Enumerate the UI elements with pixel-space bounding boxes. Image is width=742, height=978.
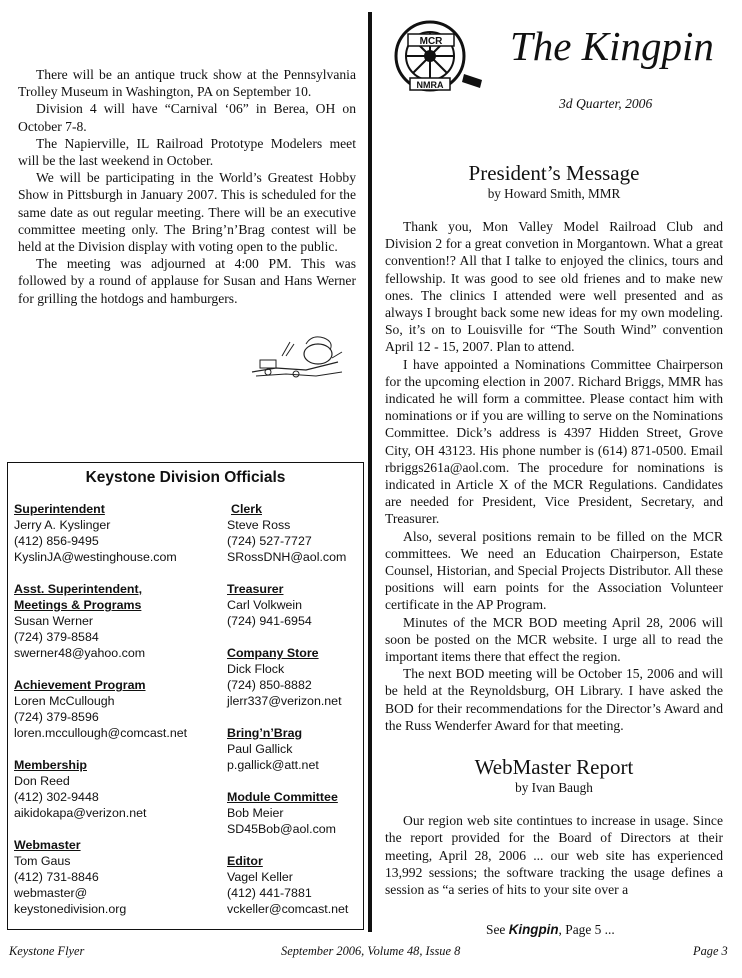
official-role: Clerk (231, 502, 262, 516)
official-entry (14, 837, 224, 917)
official-line: swerner48@yahoo.com (14, 646, 146, 660)
president-message-title: President’s Message (468, 161, 640, 185)
official-entry (227, 853, 367, 917)
official-line: (724) 527-7727 (227, 534, 312, 548)
official-line: Susan Werner (14, 614, 93, 628)
paragraph: There will be an antique truck show at the Pennsylvania Trolley Museum in Washington, PA on September 10. (18, 67, 356, 100)
paragraph: The meeting was adjourned at 4:00 PM. This was followed by a round of applause for Susan and Hans Werner for grilling the hotdogs and hamburgers. (18, 256, 356, 306)
official-role: Superintendent (14, 502, 105, 516)
paragraph: The Napierville, IL Railroad Prototype Modelers meet will be the last weekend in October. (18, 135, 356, 169)
official-line: aikidokapa@verizon.net (14, 806, 147, 820)
official-role: Bring’n’Brag (227, 726, 303, 740)
continued-on-note (486, 922, 615, 938)
official-line: (412) 731-8846 (14, 870, 99, 884)
official-line: (724) 941-6954 (227, 614, 312, 628)
continued-suffix: , Page 5 ... (558, 922, 615, 937)
official-line: Carl Volkwein (227, 598, 303, 612)
paragraph: Minutes of the MCR BOD meeting April 28, 2006 will soon be posted on the MCR website. I urge all to read the important items there that effect the region. (385, 614, 723, 665)
paragraph: Thank you, Mon Valley Model Railroad Club and Division 2 for a great convetion in Morgantown. What a great convention!? All that I talke to enjoyed the clinics, tours and fellowship. It was good to see old frienes and to make new ones. The clinics I attended were well presented and as always I brought back some new ideas for my own modeling. So, it’s on to Louisville for “The South Wind” convention April 12 - 15, 2007. Plan to attend. (385, 219, 723, 355)
official-role: Company Store (227, 646, 319, 660)
paragraph: Division 4 will have “Carnival ‘06” in Berea, OH on October 7-8. (18, 101, 356, 134)
official-line: Don Reed (14, 774, 70, 788)
official-line: p.gallick@att.net (227, 758, 319, 772)
official-line: Vagel Keller (227, 870, 293, 884)
logo-text-top: MCR (419, 36, 443, 47)
official-entry (14, 677, 224, 741)
official-line: Bob Meier (227, 806, 284, 820)
official-role: Treasurer (227, 582, 284, 596)
official-line: (724) 850-8882 (227, 678, 312, 692)
paragraph: I have appointed a Nominations Committee Chairperson for the upcoming election in 2007. Richard Briggs, MMR has indicated he will form a committee. Please contact him with nominations or if you are willing to serve on the Nominations Committee. Dick’s address is 4397 Hidden Street, Grove City, OH 43123. His phone number is (614) 871-0500. Email rbriggs261a@aol.com. The procedure for nominations is indicated in Article X of the MCR Regulations. Candidates are needed for President, Vice President, Secretary, and Treasurer. (385, 356, 723, 527)
official-entry (227, 789, 367, 837)
official-role: Module Committee (227, 790, 338, 804)
official-line: SRossDNH@aol.com (227, 550, 347, 564)
officials-title: Keystone Division Officials (85, 469, 286, 486)
officials-right-column (227, 501, 367, 933)
official-line: Jerry A. Kyslinger (14, 518, 111, 532)
official-entry (14, 757, 224, 821)
official-entry (227, 645, 367, 709)
right-column (385, 160, 723, 898)
division-officials-box (7, 462, 364, 930)
issue-quarter: 3d Quarter, 2006 (559, 96, 653, 111)
official-line: jlerr337@verizon.net (227, 694, 342, 708)
official-line: Paul Gallick (227, 742, 293, 756)
official-line: (412) 302-9448 (14, 790, 99, 804)
paragraph: The next BOD meeting will be October 15, 2006 and will be held at the Reynoldsburg, OH Library. I have asked the BOD for their recommendations for the Director’s Award and the Russ Wenderfer Award for that meeting. (385, 666, 723, 733)
paragraph: Our region web site contintues to increase in usage. Since the report provided for the Board of Directors at their meeting, April 28, 2006 ... our web site has experienced 13,992 sessions; the software tracking the usage defines a session as “a series of hits to your site over a (385, 813, 723, 897)
official-entry (227, 501, 367, 565)
grill-sketch-illustration (246, 332, 346, 380)
footer-publication: Keystone Flyer (9, 944, 85, 958)
official-role: Webmaster (14, 838, 81, 852)
official-line: Dick Flock (227, 662, 285, 676)
webmaster-byline: by Ivan Baugh (515, 780, 593, 796)
president-byline: by Howard Smith, MMR (487, 186, 621, 201)
official-line: (412) 441-7881 (227, 886, 312, 900)
official-line: vckeller@comcast.net (227, 902, 349, 916)
continued-keyword: Kingpin (508, 922, 559, 937)
official-role: Editor (227, 854, 263, 868)
official-line: (724) 379-8596 (14, 710, 99, 724)
logo-text-bottom: NMRA (416, 80, 444, 90)
official-line: (724) 379-8584 (14, 630, 99, 644)
official-role: Membership (14, 758, 87, 772)
official-line: KyslinJA@westinghouse.com (14, 550, 177, 564)
official-role: Asst. Superintendent, (14, 582, 143, 596)
official-line: (412) 856-9495 (14, 534, 99, 548)
official-entry (227, 725, 367, 773)
official-line: webmaster@ (14, 886, 88, 900)
officials-left-column (14, 501, 224, 933)
footer-issue: September 2006, Volume 48, Issue 8 (281, 944, 461, 958)
left-column-text (18, 66, 356, 307)
official-role: Meetings & Programs (14, 598, 142, 612)
paragraph: Also, several positions remain to be filled on the MCR committees. We need an Education Chairperson, Estate Counsel, Historian, and Special Projects Distributor. All these positions will earn points for the Association Volunteer certificate in the AP Program. (385, 528, 723, 613)
paragraph: We will be participating in the World’s Greatest Hobby Show in Pittsburgh in January 2007. This is scheduled for the same date as out regular meeting. There will be an executive committee meeting only. The Bring’n’Brag contest will be held at the Division display with voting open to the public. (18, 170, 356, 255)
mcr-nmra-logo (386, 14, 484, 96)
newsletter-title: The Kingpin (510, 23, 714, 69)
continued-prefix: See (486, 922, 506, 937)
column-divider (368, 12, 372, 932)
official-line: SD45Bob@aol.com (227, 822, 337, 836)
official-line: loren.mccullough@comcast.net (14, 726, 188, 740)
official-line: keystonedivision.org (14, 902, 127, 916)
official-entry (14, 501, 224, 565)
webmaster-report-title: WebMaster Report (474, 755, 634, 780)
footer-page-number: Page 3 (693, 944, 728, 958)
official-entry (227, 581, 367, 629)
official-role: Achievement Program (14, 678, 146, 692)
official-entry (14, 581, 224, 661)
official-line: Tom Gaus (14, 854, 71, 868)
official-line: Steve Ross (227, 518, 291, 532)
official-line: Loren McCullough (14, 694, 115, 708)
